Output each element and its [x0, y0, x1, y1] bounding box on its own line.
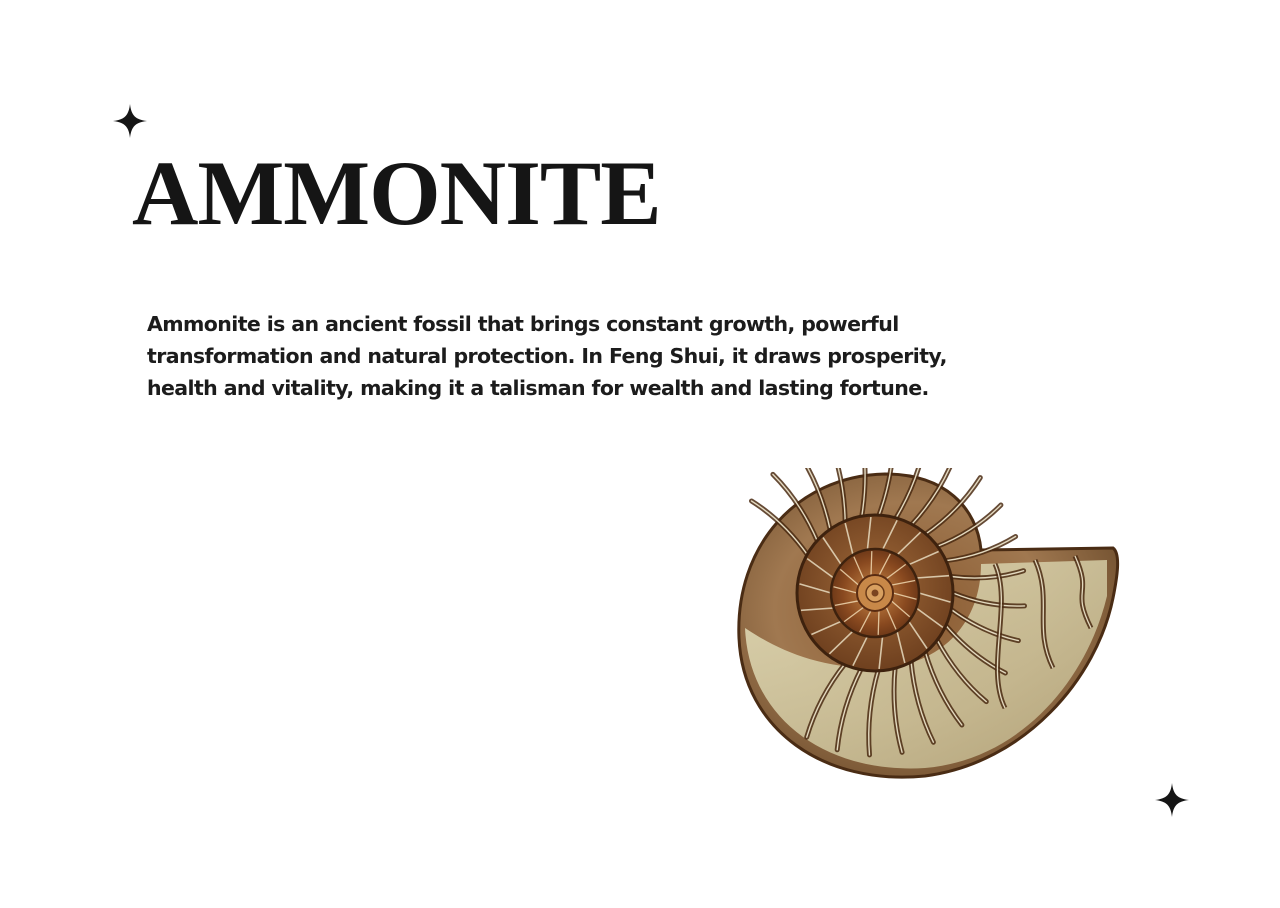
- sparkle-icon: [1155, 783, 1189, 817]
- description-text: Ammonite is an ancient fossil that brings constant growth, powerful transformation and natural protection. In Feng Shui, it draws prosperity, health and vitality, making it a talisman for wealth and lasting fortune.: [147, 312, 947, 400]
- sparkle-icon: [113, 104, 147, 138]
- ammonite-fossil-image: [735, 468, 1125, 783]
- page-title: AMMONITE: [132, 142, 661, 244]
